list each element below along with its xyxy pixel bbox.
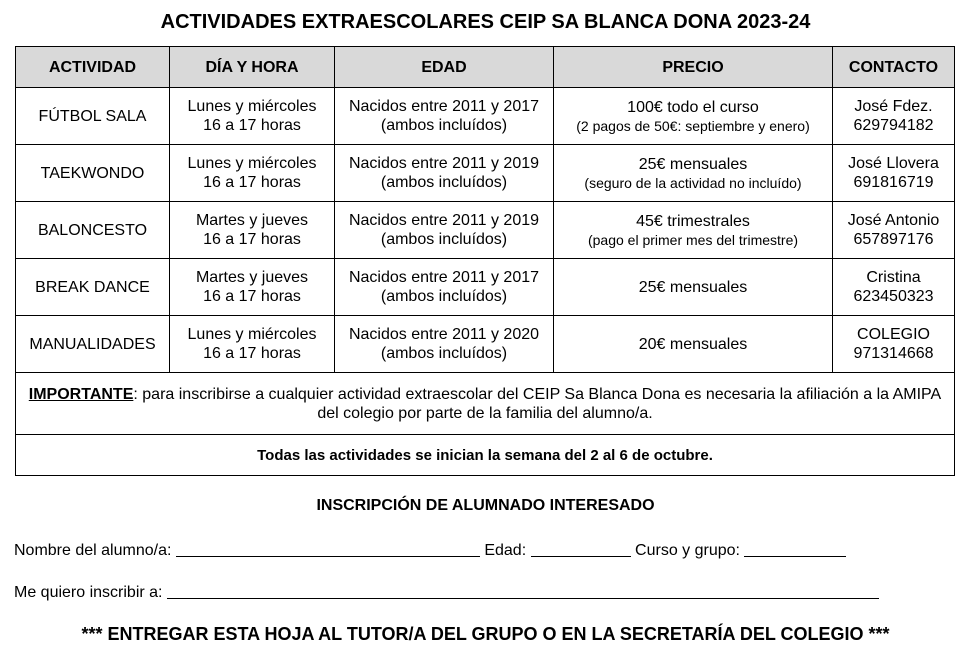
cell-edad-range: Nacidos entre 2011 y 2017 (348, 98, 540, 115)
cell-contacto (833, 88, 955, 145)
cell-dia: Martes y jueves (195, 269, 309, 286)
header-dia-hora: DÍA Y HORA (170, 47, 335, 88)
cell-dia-hora (170, 202, 335, 259)
activities-table (15, 46, 955, 476)
cell-precio (554, 145, 833, 202)
cell-contact-name: Cristina (866, 269, 921, 286)
cell-contacto (833, 259, 955, 316)
group-field[interactable] (744, 540, 846, 557)
cell-dia: Lunes y miércoles (187, 155, 317, 172)
form-title: INSCRIPCIÓN DE ALUMNADO INTERESADO (316, 497, 655, 514)
cell-actividad: BALONCESTO (16, 202, 170, 259)
cell-hora: 16 a 17 horas (203, 231, 301, 248)
cell-contacto (833, 316, 955, 373)
header-contacto: CONTACTO (833, 47, 955, 88)
cell-edad (335, 145, 554, 202)
cell-hora: 16 a 17 horas (203, 345, 301, 362)
table-row (16, 202, 955, 259)
table-row (16, 88, 955, 145)
name-label: Nombre del alumno/a: (14, 542, 172, 559)
cell-hora: 16 a 17 horas (203, 174, 301, 191)
cell-contact-phone: 691816719 (853, 174, 934, 191)
cell-dia-hora (170, 88, 335, 145)
important-note (16, 373, 955, 435)
cell-dia: Martes y jueves (195, 212, 309, 229)
cell-actividad: MANUALIDADES (16, 316, 170, 373)
cell-edad-range: Nacidos entre 2011 y 2019 (348, 212, 540, 229)
cell-edad-note: (ambos incluídos) (380, 231, 508, 248)
cell-precio-amount: 25€ mensuales (638, 278, 748, 296)
cell-contact-phone: 623450323 (853, 288, 934, 305)
table-row (16, 316, 955, 373)
cell-actividad: BREAK DANCE (16, 259, 170, 316)
age-label: Edad: (484, 542, 527, 559)
important-label: IMPORTANTE (28, 385, 134, 403)
cell-contact-phone: 629794182 (853, 117, 934, 134)
cell-edad (335, 316, 554, 373)
cell-precio-amount: 45€ trimestrales (636, 212, 750, 230)
form-line-student (14, 540, 846, 560)
form-line-activity (14, 582, 879, 602)
cell-contact-name: José Llovera (848, 155, 939, 172)
table-header-row (16, 47, 955, 88)
cell-contact-phone: 971314668 (853, 345, 934, 362)
group-label: Curso y grupo: (635, 542, 740, 559)
cell-contact-name: José Antonio (847, 212, 940, 229)
cell-edad-range: Nacidos entre 2011 y 2019 (348, 155, 540, 172)
cell-precio-amount: 20€ mensuales (638, 335, 748, 353)
cell-contacto (833, 202, 955, 259)
cell-precio-amount: 25€ mensuales (638, 155, 748, 173)
cell-edad (335, 259, 554, 316)
cell-precio-note: (seguro de la actividad no incluído) (584, 174, 802, 191)
name-field[interactable] (176, 540, 480, 557)
header-edad: EDAD (335, 47, 554, 88)
cell-precio (554, 316, 833, 373)
page-title: ACTIVIDADES EXTRAESCOLARES CEIP SA BLANCA DONA 2023-24 (160, 11, 811, 33)
header-actividad: ACTIVIDAD (16, 47, 170, 88)
cell-contact-name: José Fdez. (854, 98, 933, 115)
important-note-row (16, 373, 955, 435)
cell-precio-note: (pago el primer mes del trimestre) (587, 231, 799, 248)
cell-edad-note: (ambos incluídos) (380, 345, 508, 362)
start-date-text: Todas las actividades se inician la semana del 2 al 6 de octubre. (16, 435, 955, 476)
cell-dia-hora (170, 259, 335, 316)
cell-precio-note: (2 pagos de 50€: septiembre y enero) (576, 117, 810, 134)
header-precio: PRECIO (554, 47, 833, 88)
age-field[interactable] (531, 540, 631, 557)
cell-precio (554, 259, 833, 316)
footer-instruction: *** ENTREGAR ESTA HOJA AL TUTOR/A DEL GRUPO O EN LA SECRETARÍA DEL COLEGIO *** (81, 624, 890, 644)
table-row (16, 145, 955, 202)
cell-dia: Lunes y miércoles (187, 98, 317, 115)
cell-edad (335, 88, 554, 145)
important-text: : para inscribirse a cualquier actividad extraescolar del CEIP Sa Blanca Dona es necesaria la afiliación a la AMIPA del colegio por parte de la familia del alumno/a. (133, 385, 942, 422)
activity-label: Me quiero inscribir a: (14, 584, 163, 601)
cell-edad-note: (ambos incluídos) (380, 117, 508, 134)
cell-edad-note: (ambos incluídos) (380, 174, 508, 191)
activity-field[interactable] (167, 582, 879, 599)
cell-edad (335, 202, 554, 259)
table-row (16, 259, 955, 316)
cell-precio (554, 202, 833, 259)
cell-dia-hora (170, 316, 335, 373)
cell-hora: 16 a 17 horas (203, 288, 301, 305)
cell-contacto (833, 145, 955, 202)
cell-contact-phone: 657897176 (853, 231, 934, 248)
cell-edad-range: Nacidos entre 2011 y 2017 (348, 269, 540, 286)
cell-dia-hora (170, 145, 335, 202)
cell-dia: Lunes y miércoles (187, 326, 317, 343)
cell-edad-note: (ambos incluídos) (380, 288, 508, 305)
cell-edad-range: Nacidos entre 2011 y 2020 (348, 326, 540, 343)
cell-actividad: FÚTBOL SALA (16, 88, 170, 145)
cell-actividad: TAEKWONDO (16, 145, 170, 202)
start-date-row (16, 435, 955, 476)
cell-precio-amount: 100€ todo el curso (627, 98, 759, 116)
cell-precio (554, 88, 833, 145)
cell-hora: 16 a 17 horas (203, 117, 301, 134)
cell-contact-name: COLEGIO (857, 326, 930, 343)
